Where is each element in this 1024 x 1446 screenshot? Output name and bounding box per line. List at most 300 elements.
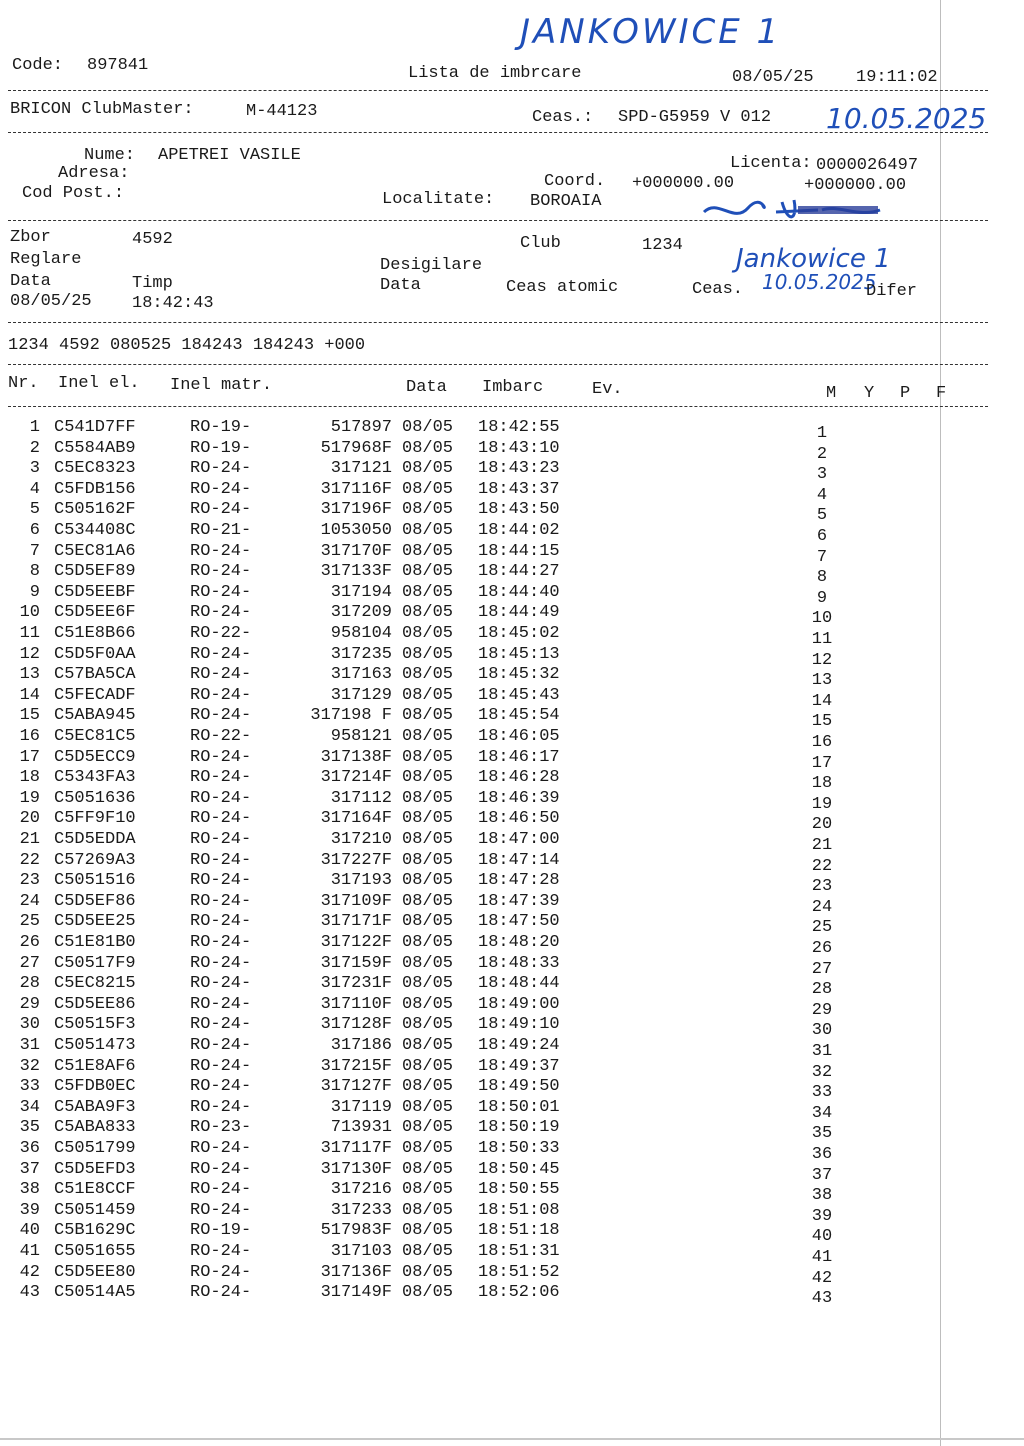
arrival-time: 18:52:06 <box>478 1283 560 1303</box>
rank-m: 3 <box>816 465 828 485</box>
row-number: 36 <box>19 1139 40 1158</box>
electronic-ring: C5D5EF86 <box>54 891 136 911</box>
arrival-date: 08/05 <box>402 727 454 746</box>
rank-m: 16 <box>811 733 833 752</box>
row-number: 19 <box>19 788 40 808</box>
arrival-date: 08/05 <box>402 418 454 437</box>
table-row <box>0 747 1024 773</box>
row-number: 39 <box>19 1200 40 1220</box>
row-number: 28 <box>19 974 40 994</box>
rank-m: 20 <box>811 815 833 835</box>
ring-number: 517983F <box>320 1221 392 1241</box>
nume-label: Nume: <box>84 146 136 165</box>
ring-number: 317193 <box>330 871 392 891</box>
arrival-time: 18:50:55 <box>478 1180 560 1200</box>
arrival-date: 08/05 <box>402 788 454 808</box>
row-number: 7 <box>29 541 40 561</box>
ring-prefix: RO-24- <box>190 1159 252 1179</box>
print-date: 08/05/25 <box>732 68 814 87</box>
ring-number: 317116F <box>320 479 392 499</box>
ring-prefix: RO-24- <box>190 891 252 911</box>
electronic-ring: C5051473 <box>54 1036 136 1055</box>
row-number: 26 <box>19 933 40 952</box>
rank-m: 39 <box>811 1206 833 1226</box>
rank-m: 2 <box>816 444 828 464</box>
row-number: 2 <box>29 438 40 458</box>
electronic-ring: C50517F9 <box>54 953 136 973</box>
arrival-time: 18:49:24 <box>478 1036 560 1055</box>
ring-number: 317129 <box>330 685 392 705</box>
rank-m: 30 <box>811 1021 833 1041</box>
data-label: Data <box>10 272 51 291</box>
rank-m: 15 <box>811 712 833 732</box>
ring-number: 317159F <box>320 953 392 973</box>
arrival-time: 18:47:50 <box>478 912 560 932</box>
ring-number: 317119 <box>330 1097 392 1117</box>
electronic-ring: C51E81B0 <box>54 933 136 952</box>
arrival-date: 08/05 <box>402 500 454 520</box>
arrival-date: 08/05 <box>402 665 454 685</box>
table-row <box>0 1139 1024 1164</box>
ring-prefix: RO-24- <box>190 603 252 623</box>
arrival-date: 08/05 <box>402 912 454 932</box>
arrival-time: 18:45:43 <box>478 685 560 705</box>
table-row <box>0 933 1024 958</box>
rank-m: 19 <box>811 794 833 814</box>
ring-prefix: RO-19- <box>190 438 252 458</box>
row-number: 41 <box>19 1242 40 1261</box>
arrival-date: 08/05 <box>402 624 454 643</box>
ring-number: 317112 <box>330 788 392 808</box>
ring-number: 517968F <box>320 438 392 458</box>
arrival-date: 08/05 <box>402 706 454 726</box>
arrival-date: 08/05 <box>402 603 454 623</box>
ring-prefix: RO-24- <box>190 768 252 788</box>
print-time: 19:11:02 <box>856 68 938 87</box>
arrival-time: 18:43:23 <box>478 459 560 479</box>
table-row <box>0 665 1024 691</box>
table-row <box>0 582 1024 608</box>
table-row <box>0 1077 1024 1103</box>
rank-m: 21 <box>811 836 833 855</box>
ring-number: 317109F <box>320 891 392 911</box>
ring-prefix: RO-24- <box>190 788 252 808</box>
rank-m: 6 <box>816 527 828 546</box>
flight-date: 08/05/25 <box>10 292 92 311</box>
electronic-ring: C5D5EE6F <box>54 603 136 623</box>
rank-m: 24 <box>811 897 833 917</box>
col-header-inel-el: Inel el. <box>58 374 140 393</box>
ring-number: 713931 <box>330 1118 392 1138</box>
ring-number: 317214F <box>320 768 392 788</box>
electronic-ring: C51E8B66 <box>54 624 136 643</box>
rank-m: 22 <box>811 856 833 876</box>
arrival-time: 18:44:40 <box>478 582 560 602</box>
arrival-date: 08/05 <box>402 1056 454 1076</box>
electronic-ring: C5343FA3 <box>54 768 136 788</box>
ring-prefix: RO-24- <box>190 747 252 767</box>
divider <box>8 406 988 407</box>
code-value: 897841 <box>87 56 149 75</box>
ring-number: 317127F <box>320 1077 392 1097</box>
rank-m: 43 <box>811 1289 833 1309</box>
arrival-date: 08/05 <box>402 871 454 891</box>
row-number: 10 <box>19 603 40 623</box>
arrival-time: 18:48:20 <box>478 933 560 952</box>
ring-number: 958121 <box>330 727 392 746</box>
coord-label: Coord. <box>544 172 606 191</box>
electronic-ring: C534408C <box>54 521 136 540</box>
ring-number: 317122F <box>320 933 392 952</box>
coord-x-value: +000000.00 <box>632 174 735 193</box>
arrival-date: 08/05 <box>402 1180 454 1200</box>
ring-prefix: RO-24- <box>190 1242 252 1261</box>
desigilare-label: Desigilare <box>380 256 483 275</box>
electronic-ring: C5051516 <box>54 871 136 891</box>
ring-prefix: RO-24- <box>190 850 252 870</box>
arrival-time: 18:43:50 <box>478 500 560 520</box>
arrival-time: 18:51:08 <box>478 1200 560 1220</box>
ring-number: 317163 <box>330 665 392 685</box>
table-row <box>0 871 1024 897</box>
rank-m: 27 <box>811 959 833 979</box>
arrival-date: 08/05 <box>402 1283 454 1303</box>
flight-time: 18:42:43 <box>132 294 214 313</box>
ring-prefix: RO-24- <box>190 1036 252 1055</box>
arrival-date: 08/05 <box>402 747 454 767</box>
electronic-ring: C5EC8215 <box>54 974 136 994</box>
ring-number: 317121 <box>330 459 392 479</box>
table-row <box>0 1200 1024 1226</box>
divider <box>8 364 988 365</box>
ceas-label: Ceas.: <box>532 108 594 127</box>
col-header-inel-matr: Inel matr. <box>170 376 273 395</box>
ring-prefix: RO-24- <box>190 830 252 849</box>
arrival-time: 18:46:50 <box>478 809 560 829</box>
arrival-date: 08/05 <box>402 1221 454 1241</box>
row-number: 9 <box>29 582 40 602</box>
arrival-time: 18:47:00 <box>478 830 560 849</box>
ring-prefix: RO-24- <box>190 541 252 561</box>
row-number: 38 <box>19 1180 40 1200</box>
arrival-time: 18:49:10 <box>478 1015 560 1035</box>
arrival-date: 08/05 <box>402 809 454 829</box>
ring-number: 317216 <box>330 1180 392 1200</box>
arrival-time: 18:47:14 <box>478 850 560 870</box>
table-row <box>0 1036 1024 1061</box>
col-header-ev: Ev. <box>592 380 623 399</box>
page-bottom-line <box>0 1438 1024 1440</box>
ring-number: 317210 <box>330 830 392 849</box>
rank-m: 33 <box>811 1083 833 1103</box>
rank-m: 14 <box>811 691 833 711</box>
row-number: 17 <box>19 747 40 767</box>
ring-prefix: RO-24- <box>190 665 252 685</box>
ring-prefix: RO-24- <box>190 479 252 499</box>
electronic-ring: C5ABA9F3 <box>54 1097 136 1117</box>
row-number: 40 <box>19 1221 40 1241</box>
arrival-time: 18:49:00 <box>478 994 560 1014</box>
rank-m: 32 <box>811 1062 833 1082</box>
ring-prefix: RO-24- <box>190 1056 252 1076</box>
table-row <box>0 418 1024 443</box>
arrival-time: 18:47:28 <box>478 871 560 891</box>
signature-scribble <box>698 194 888 228</box>
ring-prefix: RO-24- <box>190 1283 252 1303</box>
electronic-ring: C5D5EE80 <box>54 1262 136 1282</box>
arrival-date: 08/05 <box>402 1015 454 1035</box>
ceas2-label: Ceas. <box>692 280 744 299</box>
rank-m: 5 <box>816 506 828 526</box>
ring-number: 317117F <box>320 1139 392 1158</box>
ring-prefix: RO-24- <box>190 1262 252 1282</box>
arrival-date: 08/05 <box>402 582 454 602</box>
electronic-ring: C5D5EFD3 <box>54 1159 136 1179</box>
table-row <box>0 1180 1024 1206</box>
electronic-ring: C5D5ECC9 <box>54 747 136 767</box>
arrival-date: 08/05 <box>402 974 454 994</box>
arrival-time: 18:49:37 <box>478 1056 560 1076</box>
row-number: 33 <box>19 1077 40 1097</box>
electronic-ring: C5051636 <box>54 788 136 808</box>
electronic-ring: C541D7FF <box>54 418 136 437</box>
arrival-time: 18:50:45 <box>478 1159 560 1179</box>
document-title: Lista de imbrcare <box>408 64 582 83</box>
table-row <box>0 624 1024 649</box>
club-master-label: BRICON ClubMaster: <box>10 100 194 119</box>
electronic-ring: C5EC8323 <box>54 459 136 479</box>
electronic-ring: C5ABA945 <box>54 706 136 726</box>
rank-m: 9 <box>816 588 828 608</box>
ring-prefix: RO-24- <box>190 1015 252 1035</box>
ring-prefix: RO-22- <box>190 727 252 746</box>
licenta-value: 0000026497 <box>816 156 919 175</box>
arrival-date: 08/05 <box>402 459 454 479</box>
row-number: 14 <box>19 685 40 705</box>
ring-number: 317196F <box>320 500 392 520</box>
row-number: 23 <box>19 871 40 891</box>
arrival-date: 08/05 <box>402 438 454 458</box>
arrival-date: 08/05 <box>402 933 454 952</box>
arrival-time: 18:47:39 <box>478 891 560 911</box>
ring-number: 317209 <box>330 603 392 623</box>
ring-prefix: RO-24- <box>190 644 252 664</box>
arrival-time: 18:48:44 <box>478 974 560 994</box>
rank-m: 38 <box>811 1186 833 1206</box>
ring-number: 317133F <box>320 562 392 582</box>
table-row <box>0 541 1024 567</box>
electronic-ring: C5FECADF <box>54 685 136 705</box>
arrival-time: 18:51:31 <box>478 1242 560 1261</box>
ring-prefix: RO-24- <box>190 1200 252 1220</box>
row-number: 42 <box>19 1262 40 1282</box>
electronic-ring: C5B1629C <box>54 1221 136 1241</box>
table-row <box>0 459 1024 485</box>
adresa-label: Adresa: <box>58 164 130 183</box>
rank-m: 23 <box>811 877 833 897</box>
rank-m: 28 <box>811 980 833 1000</box>
row-number: 8 <box>29 562 40 582</box>
electronic-ring: C5FDB0EC <box>54 1077 136 1097</box>
rank-m: 8 <box>816 568 828 588</box>
row-number: 24 <box>19 891 40 911</box>
arrival-time: 18:44:27 <box>478 562 560 582</box>
table-row <box>0 974 1024 1000</box>
licenta-label: Licenta: <box>730 154 812 173</box>
table-row <box>0 603 1024 629</box>
ring-prefix: RO-21- <box>190 521 252 540</box>
arrival-date: 08/05 <box>402 1242 454 1261</box>
electronic-ring: C505162F <box>54 500 136 520</box>
arrival-time: 18:50:19 <box>478 1118 560 1138</box>
arrival-date: 08/05 <box>402 953 454 973</box>
ring-number: 317194 <box>330 582 392 602</box>
rank-m: 31 <box>811 1042 833 1061</box>
arrival-time: 18:48:33 <box>478 953 560 973</box>
arrival-date: 08/05 <box>402 521 454 540</box>
arrival-date: 08/05 <box>402 1262 454 1282</box>
ring-prefix: RO-23- <box>190 1118 252 1138</box>
arrival-time: 18:46:28 <box>478 768 560 788</box>
table-row <box>0 1015 1024 1041</box>
electronic-ring: C5584AB9 <box>54 438 136 458</box>
table-row <box>0 1097 1024 1123</box>
arrival-date: 08/05 <box>402 1036 454 1055</box>
arrival-date: 08/05 <box>402 891 454 911</box>
arrival-date: 08/05 <box>402 1118 454 1138</box>
arrival-date: 08/05 <box>402 562 454 582</box>
row-number: 18 <box>19 768 40 788</box>
rank-m: 36 <box>811 1145 833 1164</box>
table-row <box>0 1118 1024 1144</box>
electronic-ring: C5FF9F10 <box>54 809 136 829</box>
ring-prefix: RO-22- <box>190 624 252 643</box>
ring-prefix: RO-19- <box>190 1221 252 1241</box>
ring-prefix: RO-24- <box>190 562 252 582</box>
arrival-time: 18:45:02 <box>478 624 560 643</box>
electronic-ring: C57269A3 <box>54 850 136 870</box>
arrival-date: 08/05 <box>402 1200 454 1220</box>
reglare-label: Reglare <box>10 250 82 269</box>
ring-number: 317128F <box>320 1015 392 1035</box>
arrival-date: 08/05 <box>402 479 454 499</box>
electronic-ring: C50514A5 <box>54 1283 136 1303</box>
electronic-ring: C5ABA833 <box>54 1118 136 1138</box>
ring-number: 517897 <box>330 418 392 437</box>
electronic-ring: C5051655 <box>54 1242 136 1261</box>
row-number: 34 <box>19 1097 40 1117</box>
table-row <box>0 788 1024 814</box>
arrival-time: 18:44:49 <box>478 603 560 623</box>
ring-number: 317110F <box>320 994 392 1014</box>
ring-prefix: RO-24- <box>190 953 252 973</box>
coord-y-value: +000000.00 <box>804 176 907 195</box>
rank-m: 34 <box>811 1103 833 1123</box>
rank-m: 35 <box>811 1124 833 1144</box>
row-number: 25 <box>19 912 40 932</box>
rank-m: 18 <box>811 774 833 794</box>
handwritten-title-mid: Jankowice 1 <box>736 244 891 274</box>
rank-m: 12 <box>811 650 833 670</box>
localitate-value: BOROAIA <box>530 192 602 211</box>
row-number: 6 <box>29 521 40 540</box>
table-row <box>0 1242 1024 1267</box>
code-label: Code: <box>12 56 64 75</box>
club-value: 1234 <box>642 236 683 255</box>
localitate-label: Localitate: <box>382 190 495 209</box>
row-number: 37 <box>19 1159 40 1179</box>
row-number: 27 <box>19 953 40 973</box>
ring-prefix: RO-24- <box>190 706 252 726</box>
arrival-date: 08/05 <box>402 644 454 664</box>
table-row <box>0 479 1024 505</box>
ring-prefix: RO-24- <box>190 871 252 891</box>
ring-number: 317233 <box>330 1200 392 1220</box>
zbor-value: 4592 <box>132 230 173 249</box>
arrival-time: 18:50:01 <box>478 1097 560 1117</box>
table-row <box>0 953 1024 979</box>
ring-prefix: RO-24- <box>190 809 252 829</box>
rank-m: 40 <box>811 1227 833 1247</box>
club-label: Club <box>520 234 561 253</box>
nume-value: APETREI VASILE <box>158 146 301 165</box>
electronic-ring: C5EC81A6 <box>54 541 136 561</box>
row-number: 3 <box>29 459 40 479</box>
arrival-time: 18:46:17 <box>478 747 560 767</box>
col-header-y: Y <box>864 384 875 403</box>
rank-m: 42 <box>811 1268 833 1288</box>
arrival-time: 18:45:32 <box>478 665 560 685</box>
row-number: 12 <box>19 644 40 664</box>
electronic-ring: C5D5EE86 <box>54 994 136 1014</box>
row-number: 15 <box>19 706 40 726</box>
table-row <box>0 809 1024 835</box>
electronic-ring: C5FDB156 <box>54 479 136 499</box>
electronic-ring: C51E8CCF <box>54 1180 136 1200</box>
electronic-ring: C5D5EE25 <box>54 912 136 932</box>
ring-number: 317164F <box>320 809 392 829</box>
summary-line: 1234 4592 080525 184243 184243 +000 <box>8 336 366 355</box>
electronic-ring: C51E8AF6 <box>54 1056 136 1076</box>
difer-label: Difer <box>866 282 918 301</box>
row-number: 20 <box>19 809 40 829</box>
rank-m: 29 <box>811 1000 833 1020</box>
arrival-date: 08/05 <box>402 768 454 788</box>
electronic-ring: C5EC81C5 <box>54 727 136 746</box>
ring-number: 317186 <box>330 1036 392 1055</box>
ring-prefix: RO-24- <box>190 1097 252 1117</box>
arrival-date: 08/05 <box>402 850 454 870</box>
electronic-ring: C5D5EEBF <box>54 582 136 602</box>
ring-prefix: RO-24- <box>190 1180 252 1200</box>
rank-m: 7 <box>816 547 828 567</box>
ring-number: 317235 <box>330 644 392 664</box>
row-number: 16 <box>19 727 40 746</box>
arrival-time: 18:50:33 <box>478 1139 560 1158</box>
arrival-date: 08/05 <box>402 685 454 705</box>
arrival-time: 18:43:37 <box>478 479 560 499</box>
table-row <box>0 1283 1024 1309</box>
ring-prefix: RO-24- <box>190 685 252 705</box>
arrival-date: 08/05 <box>402 541 454 561</box>
table-row <box>0 521 1024 546</box>
row-number: 13 <box>19 665 40 685</box>
ring-number: 317103 <box>330 1242 392 1261</box>
arrival-date: 08/05 <box>402 1139 454 1158</box>
rank-m: 26 <box>811 939 833 958</box>
row-number: 31 <box>19 1036 40 1055</box>
rank-m: 11 <box>811 630 833 649</box>
